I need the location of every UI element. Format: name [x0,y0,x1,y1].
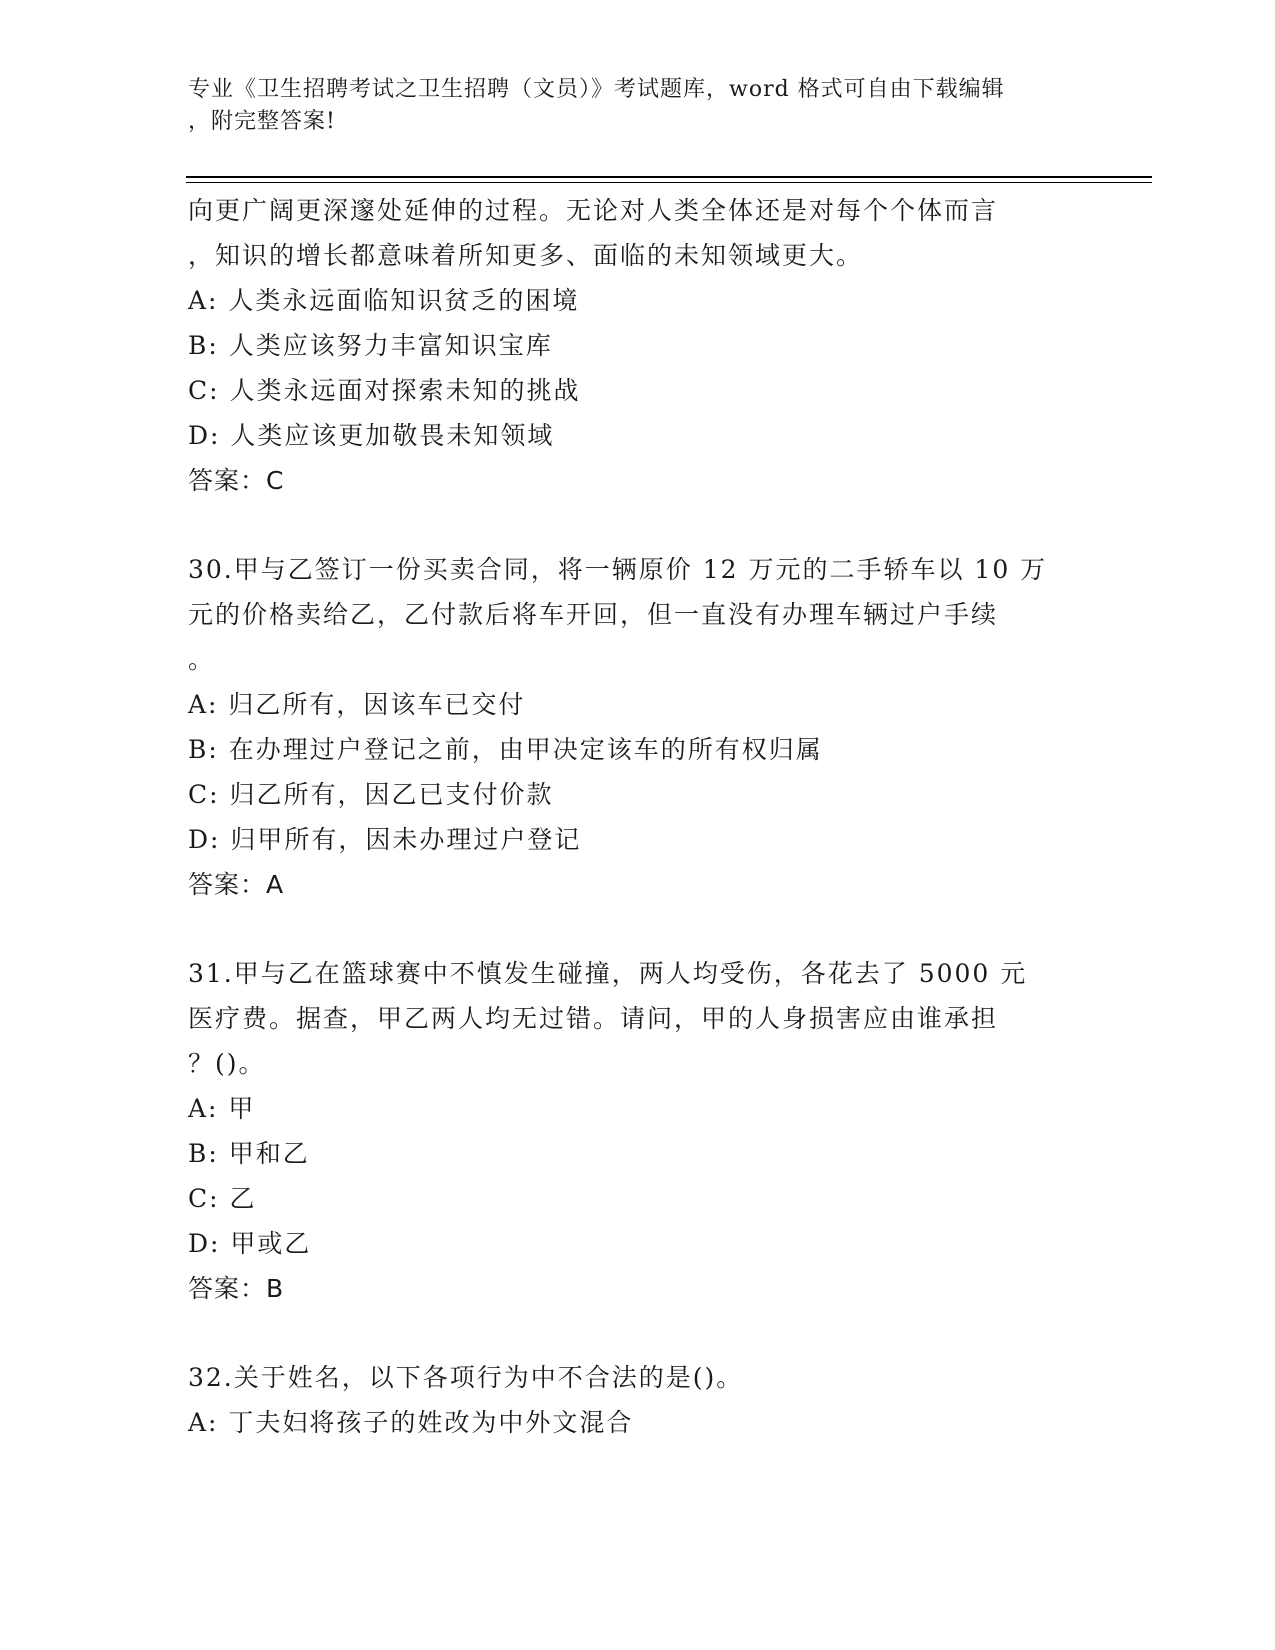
option-d: D: 人类应该更加敬畏未知领域 [188,421,555,450]
document-header [188,74,1068,138]
option-d: D: 归甲所有，因未办理过户登记 [188,825,582,854]
header-title-line-2: ，附完整答案! [188,109,336,134]
question-stem-line: ？()。 [188,1049,266,1078]
option-a: A: 人类永远面临知识贫乏的困境 [188,286,580,315]
question-stem-line: 医疗费。据查，甲乙两人均无过错。请问，甲的人身损害应由谁承担 [188,1004,999,1033]
answer-label: 答案：C [188,466,285,495]
answer-label: 答案：B [188,1274,285,1303]
question-text-line: 向更广阔更深邃处延伸的过程。无论对人类全体还是对每个个体而言 [188,196,999,225]
header-title-line-1: 专业《卫生招聘考试之卫生招聘（文员）》考试题库，word 格式可自由下载编辑 [188,77,1005,102]
option-c: C: 归乙所有，因乙已支付价款 [188,780,554,809]
option-b: B: 在办理过户登记之前，由甲决定该车的所有权归属 [188,735,823,764]
question-stem-line: 。 [188,645,216,674]
question-spacer [188,1311,1068,1355]
option-a: A: 归乙所有，因该车已交付 [188,690,526,719]
answer-label: 答案：A [188,870,285,899]
option-b: B: 甲和乙 [188,1139,310,1168]
option-c: C: 乙 [188,1184,257,1213]
header-divider-thin [186,182,1152,183]
question-stem-line: 31.甲与乙在篮球赛中不慎发生碰撞，两人均受伤，各花去了 5000 元 [188,959,1028,988]
header-divider-thick [186,176,1152,178]
question-32 [188,1355,1068,1445]
question-stem-line: 32.关于姓名，以下各项行为中不合法的是()。 [188,1363,744,1392]
question-29-continuation [188,188,1068,503]
question-31 [188,951,1068,1311]
question-stem-line: 元的价格卖给乙，乙付款后将车开回，但一直没有办理车辆过户手续 [188,600,999,629]
question-text-line: ，知识的增长都意味着所知更多、面临的未知领域更大。 [188,241,864,270]
option-b: B: 人类应该努力丰富知识宝库 [188,331,553,360]
option-c: C: 人类永远面对探索未知的挑战 [188,376,581,405]
question-stem-line: 30.甲与乙签订一份买卖合同，将一辆原价 12 万元的二手轿车以 10 万 [188,555,1048,584]
document-body [188,188,1068,1445]
option-a: A: 甲 [188,1094,256,1123]
question-30 [188,547,1068,907]
option-d: D: 甲或乙 [188,1229,312,1258]
question-spacer [188,907,1068,951]
question-spacer [188,503,1068,547]
option-a: A: 丁夫妇将孩子的姓改为中外文混合 [188,1408,634,1437]
